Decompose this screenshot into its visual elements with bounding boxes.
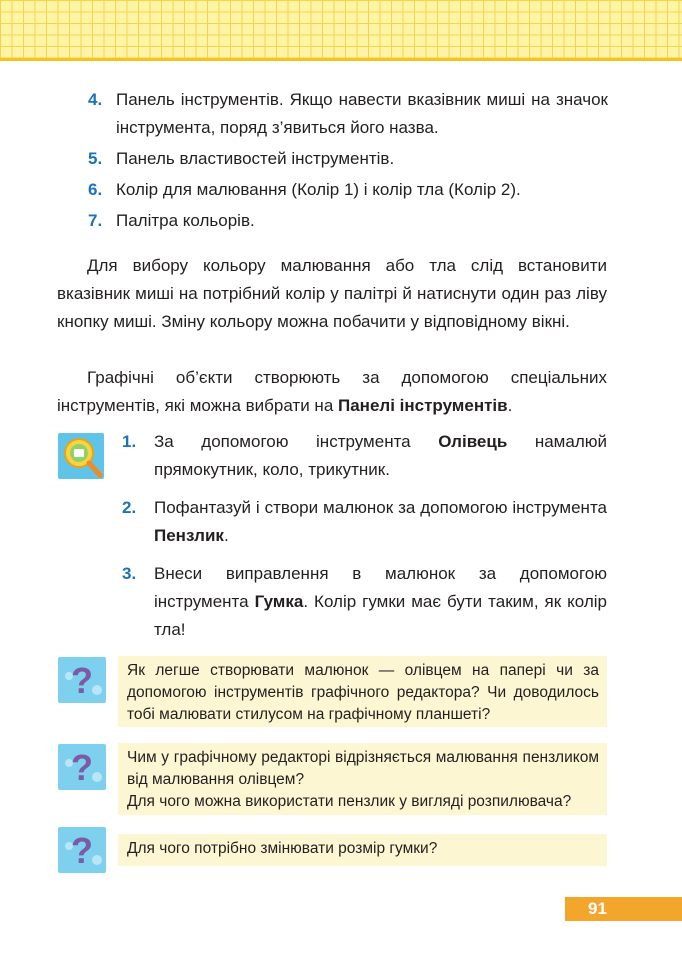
list-item: [88, 145, 608, 173]
bold-term: Олівець: [438, 432, 508, 451]
question-mark-icon: [57, 826, 107, 874]
list-item: [88, 176, 608, 204]
list-number: 6.: [88, 180, 103, 199]
task-number: 3.: [122, 564, 137, 583]
bold-term: Панелі інструментів: [338, 396, 508, 415]
task-item: 1. За допомогою інструмента Олівець намалюй прямокутник, коло, трикутник.: [122, 428, 607, 484]
list-text: Колір для малювання (Колір 1) і колір тла (Колір 2).: [116, 180, 521, 199]
task-item: 3. Внеси виправлення в малюнок за допомогою інструмента Гумка. Колір гумки має бути таким, як колір тла!: [122, 560, 607, 644]
question-text: Чим у графічному редакторі відрізняється малювання пензликом від малювання олівцем? Для чого можна використати пензлик у вигляді розпилювача?: [118, 743, 607, 815]
numbered-list: [88, 86, 608, 238]
task-item: 2. Пофантазуй і створи малюнок за допомогою інструмента Пензлик.: [122, 494, 607, 550]
question-mark-icon: [57, 656, 107, 704]
list-text: Панель інструментів. Якщо навести вказівник миші на значок інструмента, поряд з’явиться його назва.: [116, 90, 608, 137]
list-text: Панель властивостей інструментів.: [116, 149, 395, 168]
task-number: 1.: [122, 432, 137, 451]
list-text: Палітра кольорів.: [116, 211, 255, 230]
svg-text:?: ?: [71, 830, 93, 871]
magnifier-task-icon: [57, 432, 105, 480]
bold-term: Гумка: [254, 592, 304, 611]
list-number: 4.: [88, 90, 103, 109]
list-number: 7.: [88, 211, 103, 230]
question-text: Як легше створювати малюнок — олівцем на папері чи за допомогою інструментів графічного редактора? Чи доводилось тобі малювати стилусом на графічному планшеті?: [118, 656, 607, 727]
paragraph: Для вибору кольору малювання або тла слід встановити вказівник миші на потрібний колір у палітрі й натиснути один раз ліву кнопку миші. Зміну кольору можна побачити у відповідному вікні.: [57, 256, 607, 331]
question-mark-icon: [57, 743, 107, 791]
task-number: 2.: [122, 498, 137, 517]
task-list: [122, 428, 607, 654]
list-item: [88, 86, 608, 142]
question-text: Для чого потрібно змінювати розмір гумки?: [118, 834, 607, 866]
svg-text:?: ?: [71, 747, 93, 788]
svg-text:?: ?: [71, 660, 93, 701]
page-number: 91: [565, 897, 682, 921]
paragraph: Графічні об’єкти створюють за допомогою спеціальних інструментів, які можна вибрати на Панелі інструментів.: [57, 368, 607, 415]
list-number: 5.: [88, 149, 103, 168]
header-grid-band: [0, 0, 682, 61]
bold-term: Пензлик: [154, 526, 224, 545]
list-item: [88, 207, 608, 235]
